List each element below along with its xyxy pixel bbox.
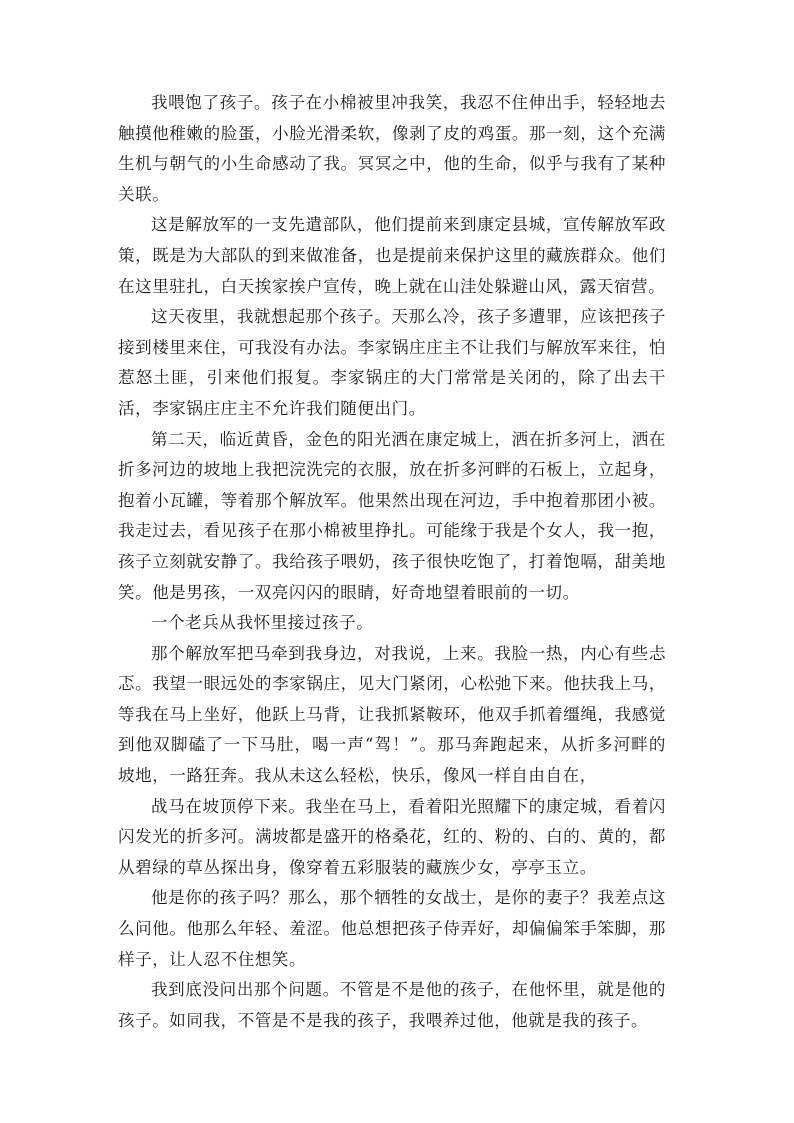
paragraph-8: 他是你的孩子吗？那么，那个牺牲的女战士，是你的妻子？我差点这么问他。他那么年轻、羞涩。他总想把孩子侍弄好，却偏偏笨手笨脚，那样子，让人忍不住想笑。 — [118, 888, 666, 969]
paragraph-1: 我喂饱了孩子。孩子在小棉被里冲我笑，我忍不住伸出手，轻轻地去触摸他稚嫩的脸蛋，小脸光滑柔软，像剥了皮的鸡蛋。那一刻，这个充满生机与朝气的小生命感动了我。冥冥之中，他的生命，似乎与我有了某种关联。 — [118, 93, 666, 204]
paragraph-5: 一个老兵从我怀里接过孩子。 — [151, 613, 374, 633]
paragraph-3: 这天夜里，我就想起那个孩子。天那么冷，孩子多遭罪，应该把孩子接到楼里来住，可我没有办法。李家锅庄庄主不让我们与解放军来往，怕惹怒土匪，引来他们报复。李家锅庄的大门常常是关闭的，除了出去干活，李家锅庄庄主不允许我们随便出门。 — [118, 307, 666, 418]
paragraph-6: 那个解放军把马牵到我身边，对我说，上来。我脸一热，内心有些忐忑。我望一眼远处的李家锅庄，见大门紧闭，心松弛下来。他扶我上马，等我在马上坐好，他跃上马背，让我抓紧鞍环，他双手抓着缰绳，我感觉到他双脚磕了一下马肚，喝一声“驾！”。那马奔跑起来，从折多河畔的坡地，一路狂奔。我从未这么轻松，快乐，像风一样自由自在， — [118, 643, 666, 786]
paragraph-4: 第二天，临近黄昏，金色的阳光洒在康定城上，洒在折多河上，洒在折多河边的坡地上我把浣洗完的衣服，放在折多河畔的石板上，立起身，抱着小瓦罐，等着那个解放军。他果然出现在河边，手中抱着那团小被。我走过去，看见孩子在那小棉被里挣扎。可能缘于我是个女人，我一抱，孩子立刻就安静了。我给孩子喂奶，孩子很快吃饱了，打着饱嗝，甜美地笑。他是男孩，一双亮闪闪的眼睛，好奇地望着眼前的一切。 — [118, 429, 666, 602]
paragraph-9: 我到底没问出那个问题。不管是不是他的孩子，在他怀里，就是他的孩子。如同我，不管是不是我的孩子，我喂养过他，他就是我的孩子。 — [118, 980, 666, 1030]
paragraph-2: 这是解放军的一支先遣部队，他们提前来到康定县城，宣传解放军政策，既是为大部队的到来做准备，也是提前来保护这里的藏族群众。他们在这里驻扎，白天挨家挨户宣传，晚上就在山洼处躲避山风，露天宿营。 — [118, 215, 666, 296]
story-text-column — [118, 88, 666, 1036]
paragraph-7: 战马在坡顶停下来。我坐在马上，看着阳光照耀下的康定城，看着闪闪发光的折多河。满坡都是盛开的格桑花，红的、粉的、白的、黄的，都从碧绿的草丛探出身，像穿着五彩服装的藏族少女，亭亭玉立。 — [118, 796, 666, 877]
